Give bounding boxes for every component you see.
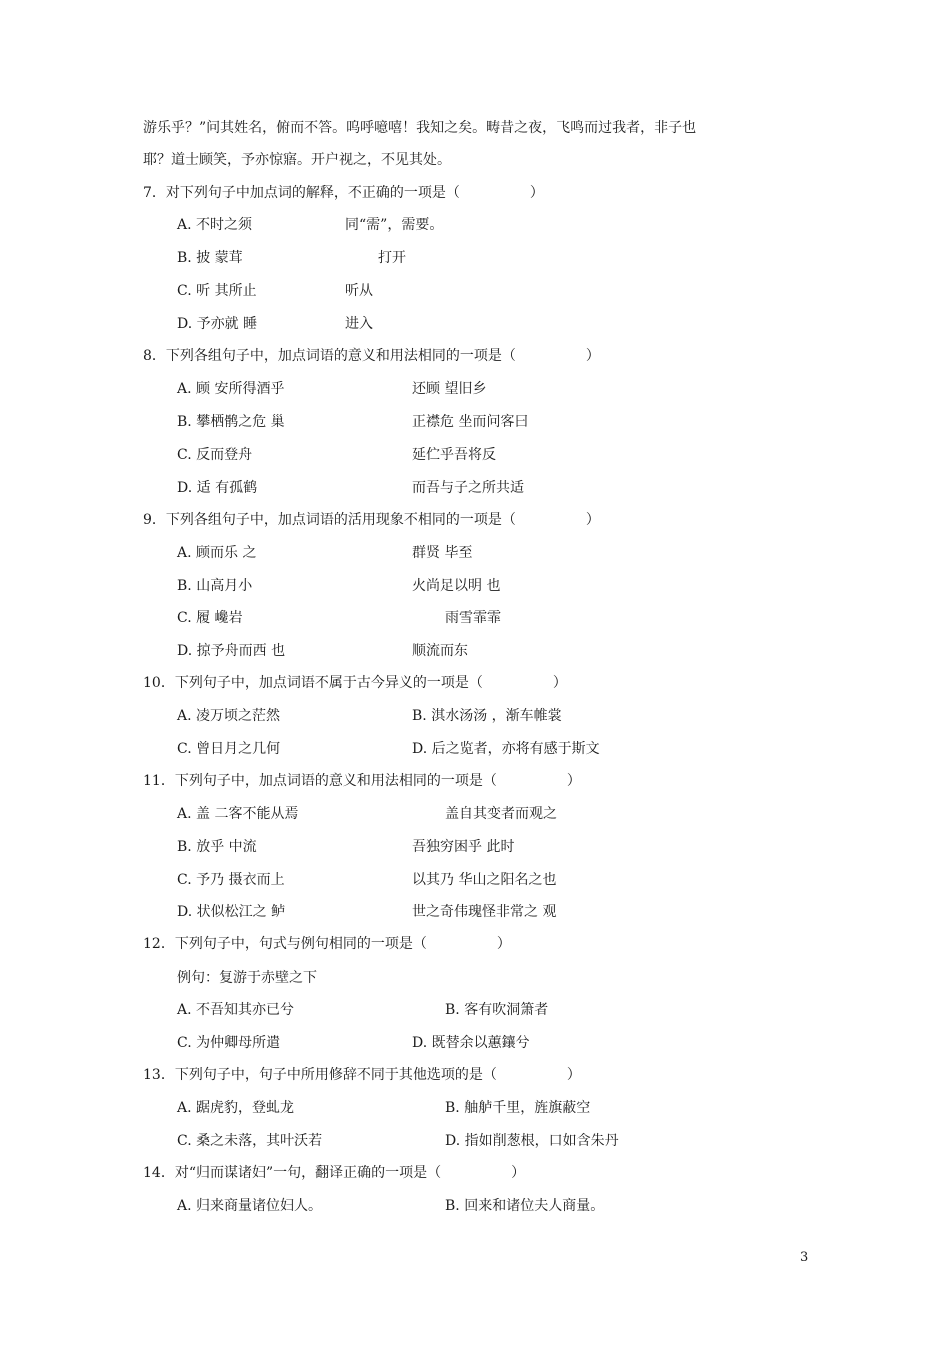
option-a: A. 不吾知其亦已兮 [177, 1002, 295, 1018]
question-12-stem: 12．下列句子中，句式与例句相同的一项是（ ） [143, 936, 511, 952]
option-c: C. 履 巉岩 [177, 610, 243, 626]
option-a: A. 盖 二客不能从焉 [177, 806, 299, 822]
option-d: D. 指如削葱根，口如含朱丹 [445, 1133, 619, 1149]
option-d: D. 状似松江之 鲈 [177, 904, 286, 920]
option-d-explain: 进入 [345, 316, 373, 332]
option-a-compare: 盖自其变者而观之 [445, 806, 557, 822]
option-c-explain: 听从 [345, 283, 373, 299]
question-14-stem: 14．对“归而谋诸妇”一句，翻译正确的一项是（ ） [143, 1165, 526, 1181]
option-c-compare: 延伫乎吾将反 [412, 447, 496, 463]
option-c-compare: 以其乃 华山之阳名之也 [412, 872, 557, 888]
option-c: C. 为仲卿母所遣 [177, 1035, 281, 1051]
option-b: B. 山高月小 [177, 578, 253, 594]
option-a-explain: 同“需”，需要。 [345, 217, 444, 233]
option-d: D. 适 有孤鹤 [177, 480, 258, 496]
question-7-stem: 7．对下列句子中加点词的解释，不正确的一项是（ ） [143, 185, 544, 201]
option-b-compare: 吾独穷困乎 此时 [412, 839, 515, 855]
option-b: B. 舳舻千里，旌旗蔽空 [445, 1100, 591, 1116]
option-a: A. 不时之须 [177, 217, 253, 233]
option-c: C. 反而登舟 [177, 447, 253, 463]
option-d-compare: 顺流而东 [412, 643, 468, 659]
passage-line: 游乐乎？”问其姓名，俯而不答。呜呼噫嘻！我知之矣。畴昔之夜，飞鸣而过我者，非子也 [143, 120, 697, 136]
page-number: 3 [800, 1250, 809, 1265]
option-a: A. 顾而乐 之 [177, 545, 257, 561]
option-d-compare: 世之奇伟瑰怪非常之 观 [412, 904, 557, 920]
option-b-compare: 火尚足以明 也 [412, 578, 501, 594]
option-d: D. 掠予舟而西 也 [177, 643, 286, 659]
question-9-stem: 9．下列各组句子中，加点词语的活用现象不相同的一项是（ ） [143, 512, 600, 528]
option-a: A. 凌万顷之茫然 [177, 708, 281, 724]
passage-line: 耶？道士顾笑，予亦惊寤。开户视之，不见其处。 [143, 152, 451, 168]
question-11-stem: 11．下列句子中，加点词语的意义和用法相同的一项是（ ） [143, 773, 581, 789]
question-10-stem: 10．下列句子中，加点词语不属于古今异义的一项是（ ） [143, 675, 567, 691]
option-b: B. 回来和诸位夫人商量。 [445, 1198, 605, 1214]
option-a-compare: 还顾 望旧乡 [412, 381, 487, 397]
option-b: B. 客有吹洞箫者 [445, 1002, 549, 1018]
question-13-stem: 13．下列句子中，句子中所用修辞不同于其他选项的是（ ） [143, 1067, 581, 1083]
option-d: D. 后之览者，亦将有感于斯文 [412, 741, 600, 757]
option-b: B. 放乎 中流 [177, 839, 257, 855]
option-a: A. 顾 安所得酒乎 [177, 381, 285, 397]
question-8-stem: 8．下列各组句子中，加点词语的意义和用法相同的一项是（ ） [143, 348, 600, 364]
option-a: A. 归来商量诸位妇人。 [177, 1198, 323, 1214]
option-b: B. 披 蒙茸 [177, 250, 243, 266]
example-sentence: 例句：复游于赤壁之下 [177, 970, 317, 986]
option-d: D. 既替余以蕙鑲兮 [412, 1035, 530, 1051]
option-a-compare: 群贤 毕至 [412, 545, 473, 561]
option-d-compare: 而吾与子之所共适 [412, 480, 524, 496]
option-a: A. 踞虎豹，登虬龙 [177, 1100, 295, 1116]
option-b: B. 攀栖鹘之危 巢 [177, 414, 285, 430]
option-c: C. 听 其所止 [177, 283, 257, 299]
option-b-explain: 打开 [378, 250, 406, 266]
option-c: C. 予乃 摄衣而上 [177, 872, 285, 888]
option-b: B. 淇水汤汤 ，渐车帷裳 [412, 708, 562, 724]
option-d: D. 予亦就 睡 [177, 316, 258, 332]
option-c-compare: 雨雪霏霏 [445, 610, 501, 626]
option-c: C. 桑之未落，其叶沃若 [177, 1133, 323, 1149]
option-b-compare: 正襟危 坐而问客曰 [412, 414, 529, 430]
option-c: C. 曾日月之几何 [177, 741, 281, 757]
